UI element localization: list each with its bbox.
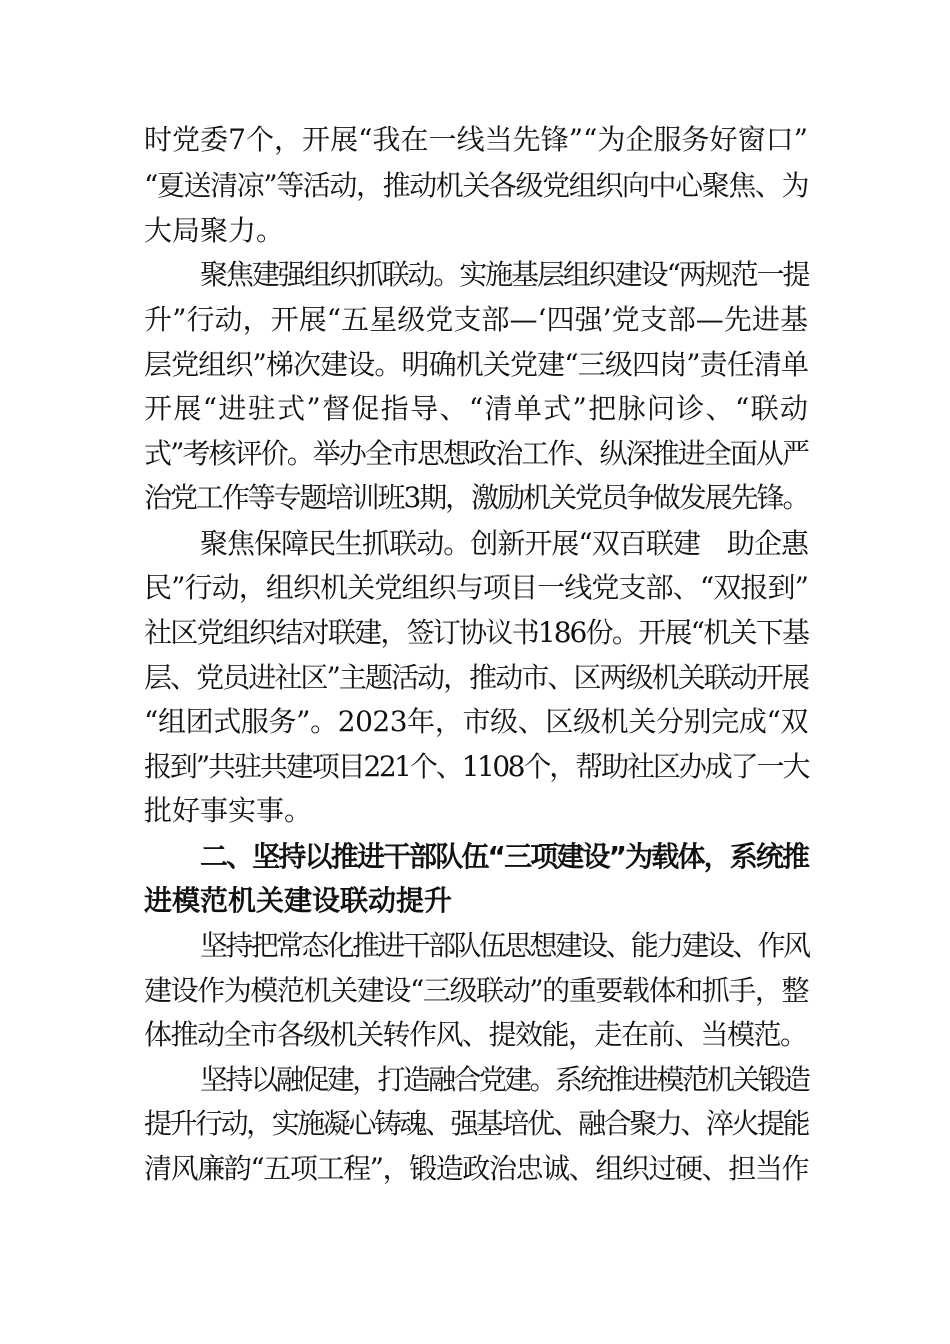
paragraph-line: 批好事实事。: [144, 794, 313, 827]
paragraph-line: 社区党组织结对联建，签订协议书186份。开展“机关下基: [144, 616, 808, 649]
section-heading-line: 进模范机关建设联动提升: [144, 884, 453, 917]
paragraph-line: 层、党员进社区”主题活动，推动市、区两级机关联动开展: [144, 661, 808, 694]
paragraph-line: 聚焦保障民生抓联动。创新开展“双百联建 助企惠: [200, 527, 808, 560]
paragraph-line: 提升行动，实施凝心铸魂、强基培优、融合聚力、淬火提能: [144, 1107, 808, 1140]
paragraph-line: 聚焦建强组织抓联动。实施基层组织建设“两规范一提: [200, 258, 808, 291]
paragraph-line: 层党组织”梯次建设。明确机关党建“三级四岗”责任清单: [144, 348, 808, 381]
paragraph-line: 民”行动，组织机关党组织与项目一线党支部、“双报到”: [144, 571, 808, 604]
paragraph-line: 坚持把常态化推进干部队伍思想建设、能力建设、作风: [200, 929, 808, 962]
paragraph-line: 时党委7个，开展“我在一线当先锋”“为企服务好窗口”: [144, 123, 808, 156]
paragraph-line: 坚持以融促建，打造融合党建。系统推进模范机关锻造: [200, 1063, 808, 1096]
paragraph-line: 开展“进驻式”督促指导、“清单式”把脉问诊、“联动: [144, 392, 808, 425]
paragraph-line: 建设作为模范机关建设“三级联动”的重要载体和抓手，整: [144, 974, 808, 1007]
paragraph-line: “夏送清凉”等活动，推动机关各级党组织向中心聚焦、为: [144, 169, 808, 202]
section-heading-line: 二、坚持以推进干部队伍“三项建设”为载体，系统推: [200, 840, 808, 873]
paragraph-line: 清风廉韵“五项工程”，锻造政治忠诚、组织过硬、担当作: [144, 1152, 808, 1185]
paragraph-line: 式”考核评价。举办全市思想政治工作、纵深推进全面从严: [144, 437, 808, 470]
paragraph-line: 报到”共驻共建项目221个、1108个，帮助社区办成了一大: [144, 750, 808, 783]
paragraph-line: 体推动全市各级机关转作风、提效能，走在前、当模范。: [144, 1018, 807, 1051]
paragraph-line: 大局聚力。: [144, 214, 285, 247]
paragraph-line: 治党工作等专题培训班3期，激励机关党员争做发展先锋。: [144, 481, 808, 514]
paragraph-line: “组团式服务”。2023年，市级、区级机关分别完成“双: [144, 705, 808, 738]
paragraph-line: 升”行动，开展“五星级党支部—‘四强’党支部—先进基: [144, 303, 808, 336]
